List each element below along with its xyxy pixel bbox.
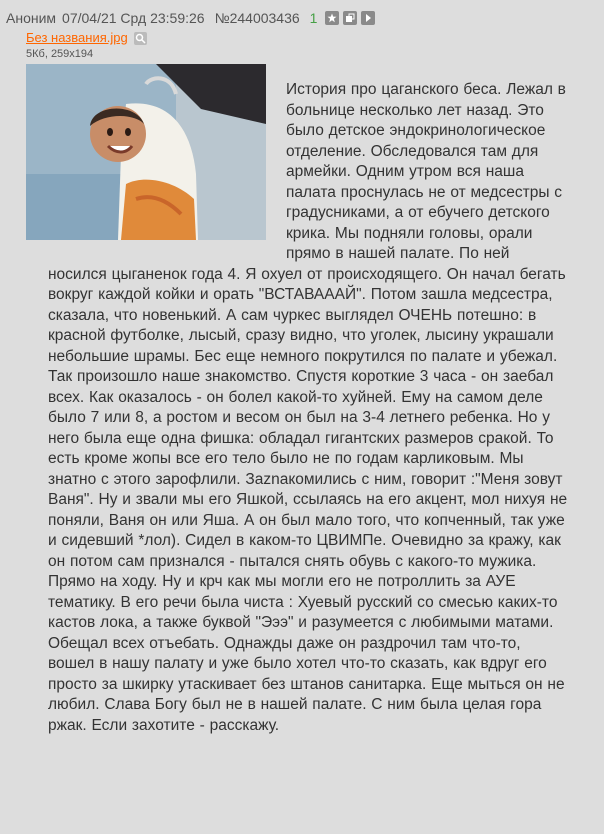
post-number[interactable]: №244003436 bbox=[214, 10, 300, 26]
post-header bbox=[6, 8, 379, 28]
post-date: 07/04/21 Срд 23:59:26 bbox=[62, 10, 205, 26]
hide-icon[interactable] bbox=[343, 11, 357, 25]
search-icon[interactable] bbox=[134, 32, 147, 45]
post-message bbox=[48, 80, 570, 736]
file-name-link[interactable]: Без названия.jpg bbox=[26, 30, 128, 45]
menu-arrow-icon[interactable] bbox=[361, 11, 375, 25]
post-message-text: История про цаганского беса. Лежал в больнице несколько лет назад. Это было детское эндокринологическое отделение. Обследовался там для армейки. Одним утром вся наша палата проснулась не от медсестры с градусниками, а от ебучего детского крика. Мы подняли головы, орали прямо в нашей палате. По ней носился цыганенок года 4. Я охуел от происходящего. Он начал бегать вокруг каждой койки и орать "ВСТАВАААЙ". Потом зашла медсестра, сказала, что новенький. А сам чуркес выглядел ОЧЕНЬ потешно: в красной футболке, лысый, сразу видно, что уголек, лысину украшали небольшие шрамы. Бес еще немного покрутился по палате и убежал. Так произошло наше знакомство. Спустя короткие 3 часа - он заебал всех. Как оказалось - он болел какой-то хуйней. Ему на самом деле было 7 или 8, а ростом и весом он был на 3-4 летнего ребенка. Но у него была еще одна фишка: обладал гигантских размеров сракой. То есть кроме жопы все его тело было не по годам карликовым. Мы знатно с этого зарофлили. Заznакомились с ним, говорит :"Меня зовут Ваня". Ну и звали мы его Яшкой, ссылаясь на его акцент, мол нихуя не поняли, Ваня он или Яша. А он был мало того, что копченный, так уже и сидевший *лол). Сидел в каком-то ЦВИМПе. Очевидно за кражу, как он потом сам признался - пытался снять обувь с какого-то мужика. Прямо на ходу. Ну и крч как мы могли его не потроллить за АУЕ тематику. В его речи была чиста : Хуевый русский со смесью каких-то кастов лока, а также буквой "Эээ" и разумеется с любимыми матами. Обещал всех отъебать. Однажды даже он раздрочил там что-то, вошел в нашу палату и уже было хотел что-то сказать, как вдруг его просто за шкирку утаскивает без штанов санитарка. Еще мыться он не любил. Слава Богу был не в нашей палате. С ним была целая гора ржак. Если захотите - расскажу. bbox=[48, 81, 568, 734]
file-meta: 5Кб, 259x194 bbox=[26, 48, 94, 60]
reply-count[interactable]: 1 bbox=[309, 10, 318, 26]
post-author: Аноним bbox=[6, 10, 57, 26]
star-icon[interactable] bbox=[325, 11, 339, 25]
file-info bbox=[26, 30, 147, 45]
